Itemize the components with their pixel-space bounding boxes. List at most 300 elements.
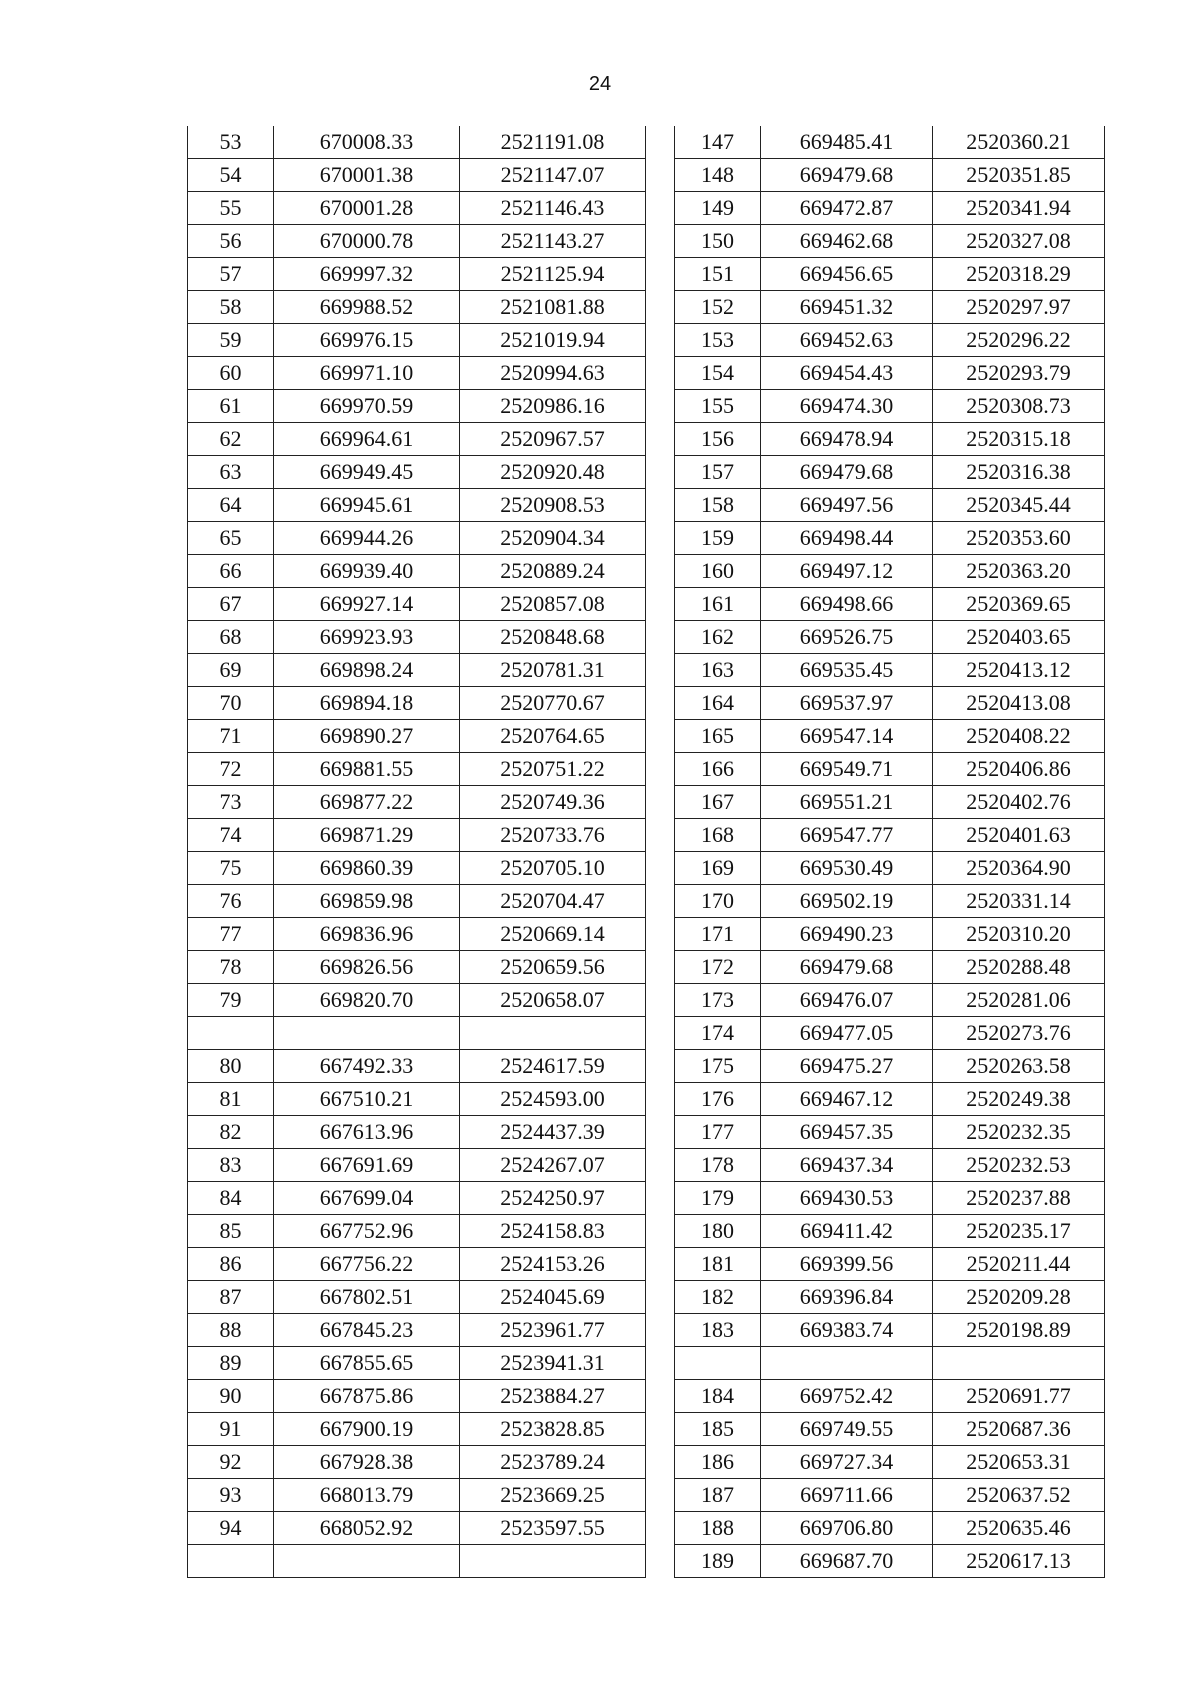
- point-number-cell: 91: [188, 1413, 274, 1446]
- x-coordinate-cell: 669475.27: [761, 1050, 933, 1083]
- x-coordinate-cell: 669462.68: [761, 225, 933, 258]
- coordinate-table-left: [187, 126, 646, 1578]
- y-coordinate-cell: 2523789.24: [460, 1446, 646, 1479]
- x-coordinate-cell: 670001.38: [274, 159, 460, 192]
- x-coordinate-cell: 667802.51: [274, 1281, 460, 1314]
- table-row: [188, 687, 646, 720]
- table-row: [188, 852, 646, 885]
- x-coordinate-cell: 667855.65: [274, 1347, 460, 1380]
- point-number-cell: 184: [675, 1380, 761, 1413]
- point-number-cell: 171: [675, 918, 761, 951]
- point-number-cell: 63: [188, 456, 274, 489]
- point-number-cell: 155: [675, 390, 761, 423]
- y-coordinate-cell: 2520296.22: [933, 324, 1105, 357]
- y-coordinate-cell: 2520413.08: [933, 687, 1105, 720]
- x-coordinate-cell: 669537.97: [761, 687, 933, 720]
- point-number-cell: 169: [675, 852, 761, 885]
- point-number-cell: 179: [675, 1182, 761, 1215]
- y-coordinate-cell: 2521147.07: [460, 159, 646, 192]
- y-coordinate-cell: 2520705.10: [460, 852, 646, 885]
- x-coordinate-cell: 667613.96: [274, 1116, 460, 1149]
- y-coordinate-cell: 2521143.27: [460, 225, 646, 258]
- x-coordinate-cell: 667928.38: [274, 1446, 460, 1479]
- y-coordinate-cell: 2524250.97: [460, 1182, 646, 1215]
- y-coordinate-cell: 2520904.34: [460, 522, 646, 555]
- point-number-cell: 81: [188, 1083, 274, 1116]
- table-row: [675, 852, 1105, 885]
- table-row: [188, 1215, 646, 1248]
- y-coordinate-cell: 2520857.08: [460, 588, 646, 621]
- table-row: [188, 1347, 646, 1380]
- table-row: [188, 1050, 646, 1083]
- table-row: [188, 1149, 646, 1182]
- table-row: [675, 126, 1105, 159]
- y-coordinate-cell: 2521146.43: [460, 192, 646, 225]
- x-coordinate-cell: 669860.39: [274, 852, 460, 885]
- x-coordinate-cell: 670000.78: [274, 225, 460, 258]
- x-coordinate-cell: 669890.27: [274, 720, 460, 753]
- y-coordinate-cell: 2524437.39: [460, 1116, 646, 1149]
- y-coordinate-cell: 2520920.48: [460, 456, 646, 489]
- table-row: [188, 456, 646, 489]
- y-coordinate-cell: 2524045.69: [460, 1281, 646, 1314]
- y-coordinate-cell: 2521019.94: [460, 324, 646, 357]
- table-row: [188, 489, 646, 522]
- y-coordinate-cell: 2520273.76: [933, 1017, 1105, 1050]
- y-coordinate-cell: [460, 1545, 646, 1578]
- x-coordinate-cell: 669477.05: [761, 1017, 933, 1050]
- x-coordinate-cell: 669456.65: [761, 258, 933, 291]
- x-coordinate-cell: 667752.96: [274, 1215, 460, 1248]
- point-number-cell: 147: [675, 126, 761, 159]
- point-number-cell: 90: [188, 1380, 274, 1413]
- x-coordinate-cell: 667510.21: [274, 1083, 460, 1116]
- table-row: [675, 753, 1105, 786]
- x-coordinate-cell: 667492.33: [274, 1050, 460, 1083]
- x-coordinate-cell: 667900.19: [274, 1413, 460, 1446]
- x-coordinate-cell: 669547.77: [761, 819, 933, 852]
- x-coordinate-cell: 669451.32: [761, 291, 933, 324]
- y-coordinate-cell: 2520293.79: [933, 357, 1105, 390]
- x-coordinate-cell: 669939.40: [274, 555, 460, 588]
- point-number-cell: 61: [188, 390, 274, 423]
- table-row: [188, 258, 646, 291]
- point-number-cell: 188: [675, 1512, 761, 1545]
- point-number-cell: 161: [675, 588, 761, 621]
- y-coordinate-cell: 2523828.85: [460, 1413, 646, 1446]
- y-coordinate-cell: 2520341.94: [933, 192, 1105, 225]
- table-row: [188, 753, 646, 786]
- point-number-cell: 85: [188, 1215, 274, 1248]
- x-coordinate-cell: 669437.34: [761, 1149, 933, 1182]
- table-row: [675, 621, 1105, 654]
- y-coordinate-cell: 2521191.08: [460, 126, 646, 159]
- x-coordinate-cell: 667875.86: [274, 1380, 460, 1413]
- point-number-cell: 73: [188, 786, 274, 819]
- point-number-cell: 60: [188, 357, 274, 390]
- point-number-cell: [188, 1545, 274, 1578]
- table-row: [188, 126, 646, 159]
- x-coordinate-cell: 668013.79: [274, 1479, 460, 1512]
- table-row: [188, 621, 646, 654]
- table-row: [675, 1149, 1105, 1182]
- table-row: [675, 786, 1105, 819]
- x-coordinate-cell: 667699.04: [274, 1182, 460, 1215]
- table-row: [188, 390, 646, 423]
- x-coordinate-cell: 669877.22: [274, 786, 460, 819]
- point-number-cell: 76: [188, 885, 274, 918]
- y-coordinate-cell: 2523961.77: [460, 1314, 646, 1347]
- x-coordinate-cell: 669530.49: [761, 852, 933, 885]
- table-row: [675, 1413, 1105, 1446]
- x-coordinate-cell: [274, 1545, 460, 1578]
- point-number-cell: 187: [675, 1479, 761, 1512]
- x-coordinate-cell: 669711.66: [761, 1479, 933, 1512]
- table-row: [188, 918, 646, 951]
- y-coordinate-cell: 2520408.22: [933, 720, 1105, 753]
- point-number-cell: 58: [188, 291, 274, 324]
- x-coordinate-cell: 669454.43: [761, 357, 933, 390]
- x-coordinate-cell: 669474.30: [761, 390, 933, 423]
- point-number-cell: 170: [675, 885, 761, 918]
- point-number-cell: 68: [188, 621, 274, 654]
- table-row: [188, 1446, 646, 1479]
- table-row: [675, 1446, 1105, 1479]
- table-row: [188, 324, 646, 357]
- y-coordinate-cell: 2520653.31: [933, 1446, 1105, 1479]
- x-coordinate-cell: 669430.53: [761, 1182, 933, 1215]
- y-coordinate-cell: 2520351.85: [933, 159, 1105, 192]
- point-number-cell: 77: [188, 918, 274, 951]
- table-row: [675, 1314, 1105, 1347]
- y-coordinate-cell: 2520353.60: [933, 522, 1105, 555]
- x-coordinate-cell: 667691.69: [274, 1149, 460, 1182]
- y-coordinate-cell: [933, 1347, 1105, 1380]
- x-coordinate-cell: 669898.24: [274, 654, 460, 687]
- table-row: [675, 720, 1105, 753]
- table-row: [188, 654, 646, 687]
- point-number-cell: 71: [188, 720, 274, 753]
- y-coordinate-cell: 2520263.58: [933, 1050, 1105, 1083]
- point-number-cell: 88: [188, 1314, 274, 1347]
- y-coordinate-cell: 2520249.38: [933, 1083, 1105, 1116]
- y-coordinate-cell: 2520781.31: [460, 654, 646, 687]
- x-coordinate-cell: 669383.74: [761, 1314, 933, 1347]
- point-number-cell: 93: [188, 1479, 274, 1512]
- point-number-cell: 178: [675, 1149, 761, 1182]
- y-coordinate-cell: 2523941.31: [460, 1347, 646, 1380]
- point-number-cell: 168: [675, 819, 761, 852]
- x-coordinate-cell: 669687.70: [761, 1545, 933, 1578]
- point-number-cell: 87: [188, 1281, 274, 1314]
- point-number-cell: 160: [675, 555, 761, 588]
- point-number-cell: 186: [675, 1446, 761, 1479]
- y-coordinate-cell: 2520401.63: [933, 819, 1105, 852]
- y-coordinate-cell: 2520994.63: [460, 357, 646, 390]
- y-coordinate-cell: 2520310.20: [933, 918, 1105, 951]
- point-number-cell: 182: [675, 1281, 761, 1314]
- point-number-cell: 158: [675, 489, 761, 522]
- table-row: [675, 819, 1105, 852]
- table-row: [675, 1083, 1105, 1116]
- y-coordinate-cell: 2523669.25: [460, 1479, 646, 1512]
- table-row: [675, 423, 1105, 456]
- y-coordinate-cell: 2524617.59: [460, 1050, 646, 1083]
- y-coordinate-cell: 2524267.07: [460, 1149, 646, 1182]
- table-row: [188, 720, 646, 753]
- y-coordinate-cell: 2520369.65: [933, 588, 1105, 621]
- table-row: [188, 1314, 646, 1347]
- y-coordinate-cell: 2520889.24: [460, 555, 646, 588]
- x-coordinate-cell: 669479.68: [761, 456, 933, 489]
- y-coordinate-cell: 2520237.88: [933, 1182, 1105, 1215]
- table-row: [188, 1479, 646, 1512]
- table-row: [675, 918, 1105, 951]
- table-row: [675, 456, 1105, 489]
- x-coordinate-cell: 669396.84: [761, 1281, 933, 1314]
- table-row: [188, 522, 646, 555]
- point-number-cell: 72: [188, 753, 274, 786]
- page-number: 24: [588, 73, 612, 95]
- point-number-cell: 149: [675, 192, 761, 225]
- table-row: [675, 390, 1105, 423]
- x-coordinate-cell: 669485.41: [761, 126, 933, 159]
- table-row: [675, 1281, 1105, 1314]
- point-number-cell: 154: [675, 357, 761, 390]
- x-coordinate-cell: 669836.96: [274, 918, 460, 951]
- x-coordinate-cell: 669476.07: [761, 984, 933, 1017]
- table-row: [675, 654, 1105, 687]
- x-coordinate-cell: 669467.12: [761, 1083, 933, 1116]
- table-row: [675, 687, 1105, 720]
- y-coordinate-cell: 2520986.16: [460, 390, 646, 423]
- table-row: [188, 159, 646, 192]
- y-coordinate-cell: 2520232.53: [933, 1149, 1105, 1182]
- x-coordinate-cell: 669820.70: [274, 984, 460, 1017]
- table-row: [675, 984, 1105, 1017]
- point-number-cell: 165: [675, 720, 761, 753]
- y-coordinate-cell: 2520908.53: [460, 489, 646, 522]
- y-coordinate-cell: 2520232.35: [933, 1116, 1105, 1149]
- point-number-cell: 150: [675, 225, 761, 258]
- table-row: [188, 1017, 646, 1050]
- x-coordinate-cell: 669472.87: [761, 192, 933, 225]
- point-number-cell: 151: [675, 258, 761, 291]
- point-number-cell: 189: [675, 1545, 761, 1578]
- point-number-cell: 86: [188, 1248, 274, 1281]
- table-row: [675, 1017, 1105, 1050]
- table-row: [188, 1083, 646, 1116]
- table-row: [675, 1479, 1105, 1512]
- point-number-cell: 153: [675, 324, 761, 357]
- table-row: [675, 1380, 1105, 1413]
- y-coordinate-cell: 2520363.20: [933, 555, 1105, 588]
- table-row: [188, 1248, 646, 1281]
- point-number-cell: 59: [188, 324, 274, 357]
- table-row: [675, 1182, 1105, 1215]
- x-coordinate-cell: 669727.34: [761, 1446, 933, 1479]
- point-number-cell: 163: [675, 654, 761, 687]
- x-coordinate-cell: 669502.19: [761, 885, 933, 918]
- y-coordinate-cell: 2520209.28: [933, 1281, 1105, 1314]
- table-row: [188, 1116, 646, 1149]
- y-coordinate-cell: 2520658.07: [460, 984, 646, 1017]
- point-number-cell: 65: [188, 522, 274, 555]
- point-number-cell: 54: [188, 159, 274, 192]
- table-row: [675, 1050, 1105, 1083]
- y-coordinate-cell: 2520413.12: [933, 654, 1105, 687]
- y-coordinate-cell: 2520848.68: [460, 621, 646, 654]
- point-number-cell: 162: [675, 621, 761, 654]
- y-coordinate-cell: 2520749.36: [460, 786, 646, 819]
- point-number-cell: 67: [188, 588, 274, 621]
- table-row: [675, 1347, 1105, 1380]
- point-number-cell: 185: [675, 1413, 761, 1446]
- x-coordinate-cell: 669881.55: [274, 753, 460, 786]
- table-row: [675, 192, 1105, 225]
- table-row: [188, 786, 646, 819]
- point-number-cell: 80: [188, 1050, 274, 1083]
- point-number-cell: 78: [188, 951, 274, 984]
- table-row: [675, 489, 1105, 522]
- table-row: [188, 1545, 646, 1578]
- x-coordinate-cell: 669706.80: [761, 1512, 933, 1545]
- x-coordinate-cell: 669871.29: [274, 819, 460, 852]
- x-coordinate-cell: 669749.55: [761, 1413, 933, 1446]
- y-coordinate-cell: 2520331.14: [933, 885, 1105, 918]
- point-number-cell: 70: [188, 687, 274, 720]
- point-number-cell: 156: [675, 423, 761, 456]
- point-number-cell: 83: [188, 1149, 274, 1182]
- point-number-cell: 174: [675, 1017, 761, 1050]
- x-coordinate-cell: 669399.56: [761, 1248, 933, 1281]
- x-coordinate-cell: 669526.75: [761, 621, 933, 654]
- x-coordinate-cell: 670001.28: [274, 192, 460, 225]
- point-number-cell: 62: [188, 423, 274, 456]
- y-coordinate-cell: 2524158.83: [460, 1215, 646, 1248]
- point-number-cell: 74: [188, 819, 274, 852]
- x-coordinate-cell: 670008.33: [274, 126, 460, 159]
- x-coordinate-cell: 669988.52: [274, 291, 460, 324]
- y-coordinate-cell: 2520403.65: [933, 621, 1105, 654]
- table-row: [675, 159, 1105, 192]
- x-coordinate-cell: 669945.61: [274, 489, 460, 522]
- y-coordinate-cell: 2520364.90: [933, 852, 1105, 885]
- table-row: [675, 555, 1105, 588]
- x-coordinate-cell: 669478.94: [761, 423, 933, 456]
- point-number-cell: 159: [675, 522, 761, 555]
- coordinate-table-right: [674, 126, 1105, 1578]
- x-coordinate-cell: 669964.61: [274, 423, 460, 456]
- table-row: [675, 1215, 1105, 1248]
- x-coordinate-cell: 669859.98: [274, 885, 460, 918]
- point-number-cell: 79: [188, 984, 274, 1017]
- x-coordinate-cell: 669547.14: [761, 720, 933, 753]
- table-row: [188, 1281, 646, 1314]
- y-coordinate-cell: 2520770.67: [460, 687, 646, 720]
- point-number-cell: 82: [188, 1116, 274, 1149]
- table-row: [188, 357, 646, 390]
- point-number-cell: 56: [188, 225, 274, 258]
- point-number-cell: 177: [675, 1116, 761, 1149]
- point-number-cell: [675, 1347, 761, 1380]
- y-coordinate-cell: 2520297.97: [933, 291, 1105, 324]
- table-row: [188, 291, 646, 324]
- table-row: [188, 951, 646, 984]
- table-row: [675, 522, 1105, 555]
- point-number-cell: 92: [188, 1446, 274, 1479]
- y-coordinate-cell: 2520402.76: [933, 786, 1105, 819]
- point-number-cell: 157: [675, 456, 761, 489]
- point-number-cell: 64: [188, 489, 274, 522]
- y-coordinate-cell: 2520211.44: [933, 1248, 1105, 1281]
- point-number-cell: 176: [675, 1083, 761, 1116]
- y-coordinate-cell: 2521125.94: [460, 258, 646, 291]
- point-number-cell: 180: [675, 1215, 761, 1248]
- y-coordinate-cell: 2521081.88: [460, 291, 646, 324]
- y-coordinate-cell: 2520235.17: [933, 1215, 1105, 1248]
- y-coordinate-cell: 2520198.89: [933, 1314, 1105, 1347]
- y-coordinate-cell: 2520288.48: [933, 951, 1105, 984]
- y-coordinate-cell: 2524153.26: [460, 1248, 646, 1281]
- x-coordinate-cell: 669923.93: [274, 621, 460, 654]
- y-coordinate-cell: 2520704.47: [460, 885, 646, 918]
- y-coordinate-cell: 2523597.55: [460, 1512, 646, 1545]
- y-coordinate-cell: 2520327.08: [933, 225, 1105, 258]
- y-coordinate-cell: 2520316.38: [933, 456, 1105, 489]
- x-coordinate-cell: [761, 1347, 933, 1380]
- table-row: [188, 423, 646, 456]
- y-coordinate-cell: 2520669.14: [460, 918, 646, 951]
- table-row: [188, 1182, 646, 1215]
- table-row: [188, 885, 646, 918]
- point-number-cell: 166: [675, 753, 761, 786]
- x-coordinate-cell: 669498.44: [761, 522, 933, 555]
- y-coordinate-cell: 2523884.27: [460, 1380, 646, 1413]
- y-coordinate-cell: 2520308.73: [933, 390, 1105, 423]
- y-coordinate-cell: 2520406.86: [933, 753, 1105, 786]
- point-number-cell: 148: [675, 159, 761, 192]
- table-row: [188, 1413, 646, 1446]
- x-coordinate-cell: 669970.59: [274, 390, 460, 423]
- table-row: [675, 291, 1105, 324]
- x-coordinate-cell: 669997.32: [274, 258, 460, 291]
- y-coordinate-cell: 2520281.06: [933, 984, 1105, 1017]
- table-row: [188, 1512, 646, 1545]
- point-number-cell: 89: [188, 1347, 274, 1380]
- y-coordinate-cell: 2520345.44: [933, 489, 1105, 522]
- y-coordinate-cell: 2520315.18: [933, 423, 1105, 456]
- point-number-cell: 172: [675, 951, 761, 984]
- x-coordinate-cell: [274, 1017, 460, 1050]
- table-row: [188, 984, 646, 1017]
- table-row: [675, 225, 1105, 258]
- table-row: [188, 588, 646, 621]
- x-coordinate-cell: 669411.42: [761, 1215, 933, 1248]
- x-coordinate-cell: 667845.23: [274, 1314, 460, 1347]
- table-row: [188, 225, 646, 258]
- point-number-cell: 66: [188, 555, 274, 588]
- table-row: [675, 324, 1105, 357]
- x-coordinate-cell: 669944.26: [274, 522, 460, 555]
- x-coordinate-cell: 669497.56: [761, 489, 933, 522]
- point-number-cell: 152: [675, 291, 761, 324]
- point-number-cell: 175: [675, 1050, 761, 1083]
- y-coordinate-cell: 2520617.13: [933, 1545, 1105, 1578]
- x-coordinate-cell: 669752.42: [761, 1380, 933, 1413]
- x-coordinate-cell: 669535.45: [761, 654, 933, 687]
- y-coordinate-cell: 2520691.77: [933, 1380, 1105, 1413]
